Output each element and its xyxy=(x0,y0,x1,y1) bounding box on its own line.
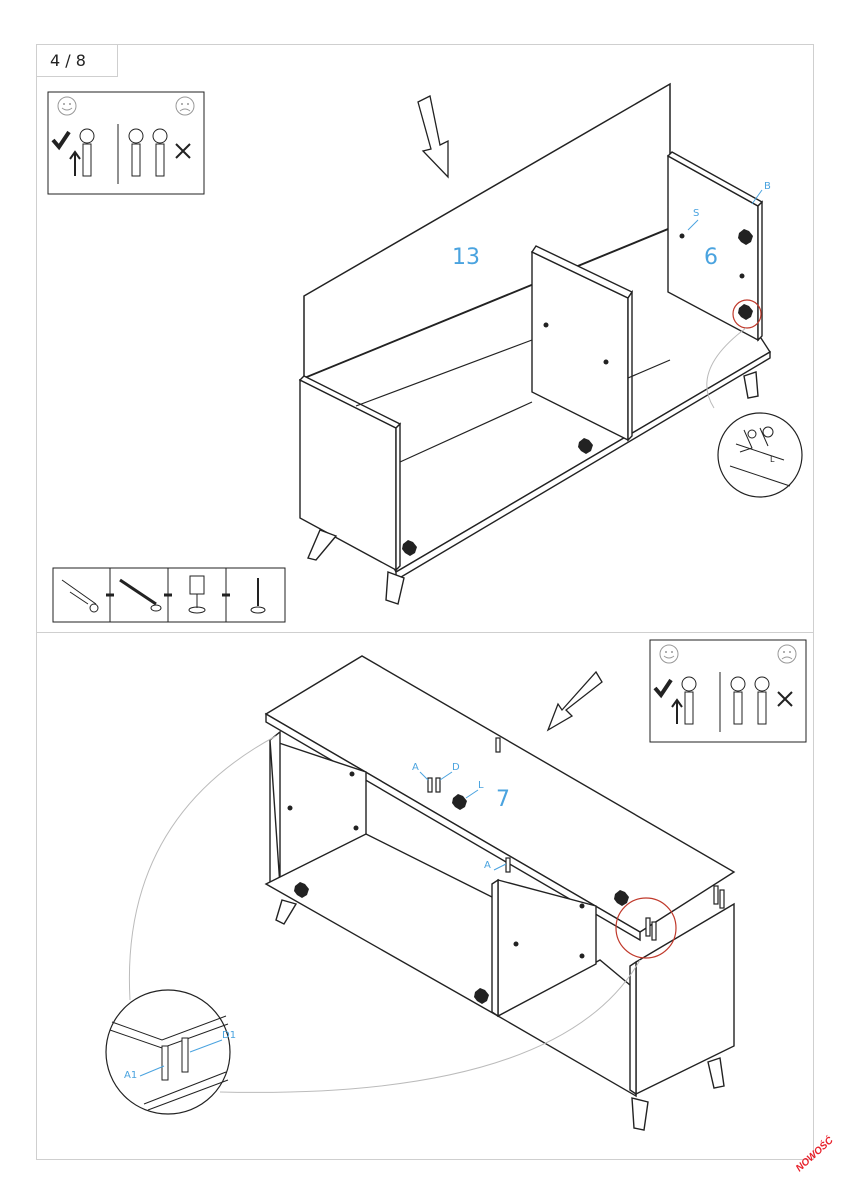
hardware-label-d: D xyxy=(452,762,460,773)
hardware-label-l-bottom: L xyxy=(478,780,484,791)
part-label-6: 6 xyxy=(704,245,718,270)
insert-arrow-icon-top xyxy=(418,96,448,177)
new-stamp: NOWOŚĆ xyxy=(794,1135,836,1175)
page-number: 4 / 8 xyxy=(36,44,118,77)
hardware-label-s: S xyxy=(693,208,700,219)
hardware-label-l: L xyxy=(770,455,775,464)
detail-label-a1: A1 xyxy=(124,1070,138,1081)
hardware-label-a-bottom: A xyxy=(484,860,491,871)
part-label-13: 13 xyxy=(452,245,480,270)
hardware-label-a: A xyxy=(412,762,419,773)
hardware-label-b: B xyxy=(764,181,771,192)
detail-label-d1: D1 xyxy=(222,1030,237,1041)
dowel-orientation-hint-bottom xyxy=(650,640,806,742)
dowel-orientation-hint-top xyxy=(48,92,204,194)
insert-arrow-icon-bottom xyxy=(548,672,602,730)
part-label-7: 7 xyxy=(496,787,510,812)
tool-sequence-strip xyxy=(53,568,285,622)
